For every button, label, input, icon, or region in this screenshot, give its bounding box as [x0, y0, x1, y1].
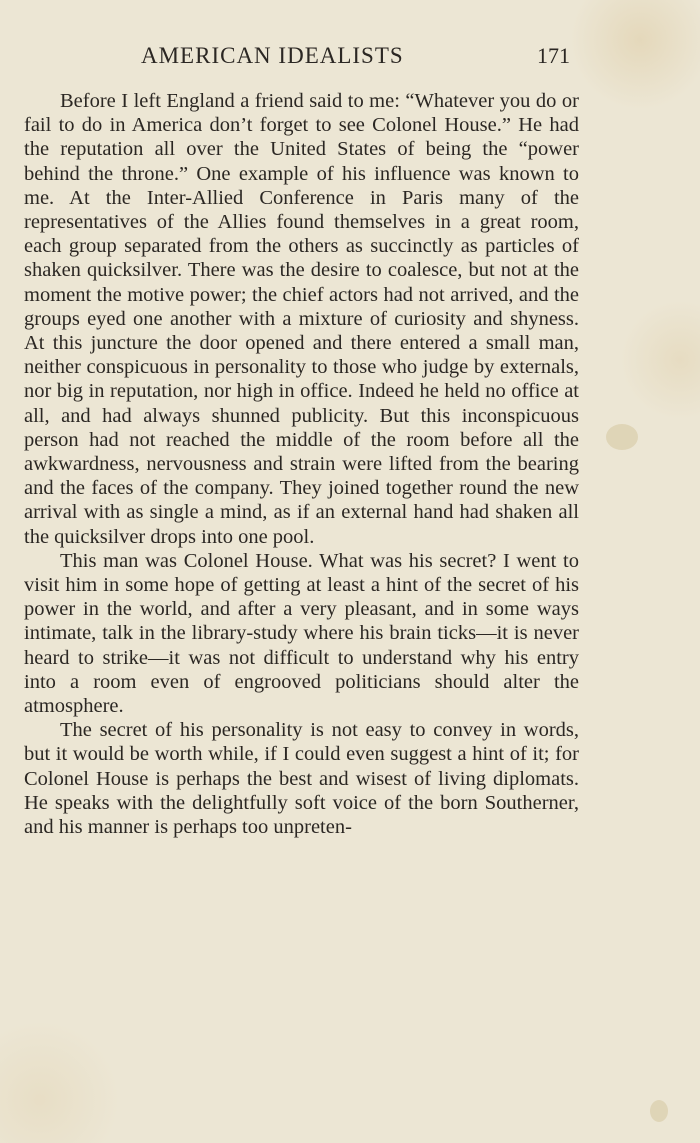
- paper-stain: [650, 1100, 668, 1122]
- paragraph-1: Before I left England a friend said to me: “Whatever you do or fail to do in America don’t forget to see Colonel House.” He had the reputation all over the United States of being the “power behind the throne.” One example of his influence was known to me. At the Inter-Allied Conference in Paris many of the representatives of the Allies found themselves in a great room, each group separated from the others as succinctly as particles of shaken quicksilver. There was the desire to coalesce, but not at the moment the motive power; the chief actors had not arrived, and the groups eyed one another with a mixture of curiosity and shyness. At this juncture the door opened and there entered a small man, neither conspicuous in personality to those who judge by externals, nor big in reputation, nor high in office. Indeed he held no office at all, and had always shunned publicity. But this inconspicuous person had not reached the middle of the room before all the awkwardness, nervousness and strain were lifted from the bearing and the faces of the company. They joined together round the new arrival with as single a mind, as if an external hand had shaken all the quicksilver drops into one pool.: [24, 90, 579, 548]
- body-text: [24, 89, 579, 839]
- page-number: 171: [537, 43, 570, 68]
- paper-stain: [606, 424, 638, 450]
- paragraph-3: The secret of his personality is not easy to convey in words, but it would be worth while, if I could even suggest a hint of it; for Colonel House is perhaps the best and wisest of living diplomats. He speaks with the delightfully soft voice of the born Southerner, and his manner is perhaps too unpreten-: [24, 719, 579, 839]
- running-title: AMERICAN IDEALISTS: [141, 43, 404, 68]
- running-head: [0, 40, 700, 74]
- paragraph-2: This man was Colonel House. What was his secret? I went to visit him in some hope of getting at least a hint of the secret of his power in the world, and after a very pleasant, and in some ways intimate, talk in the library-study where his brain ticks—it is never heard to strike—it was not difficult to understand why his entry into a room even of engrooved politicians should alter the atmosphere.: [24, 549, 579, 718]
